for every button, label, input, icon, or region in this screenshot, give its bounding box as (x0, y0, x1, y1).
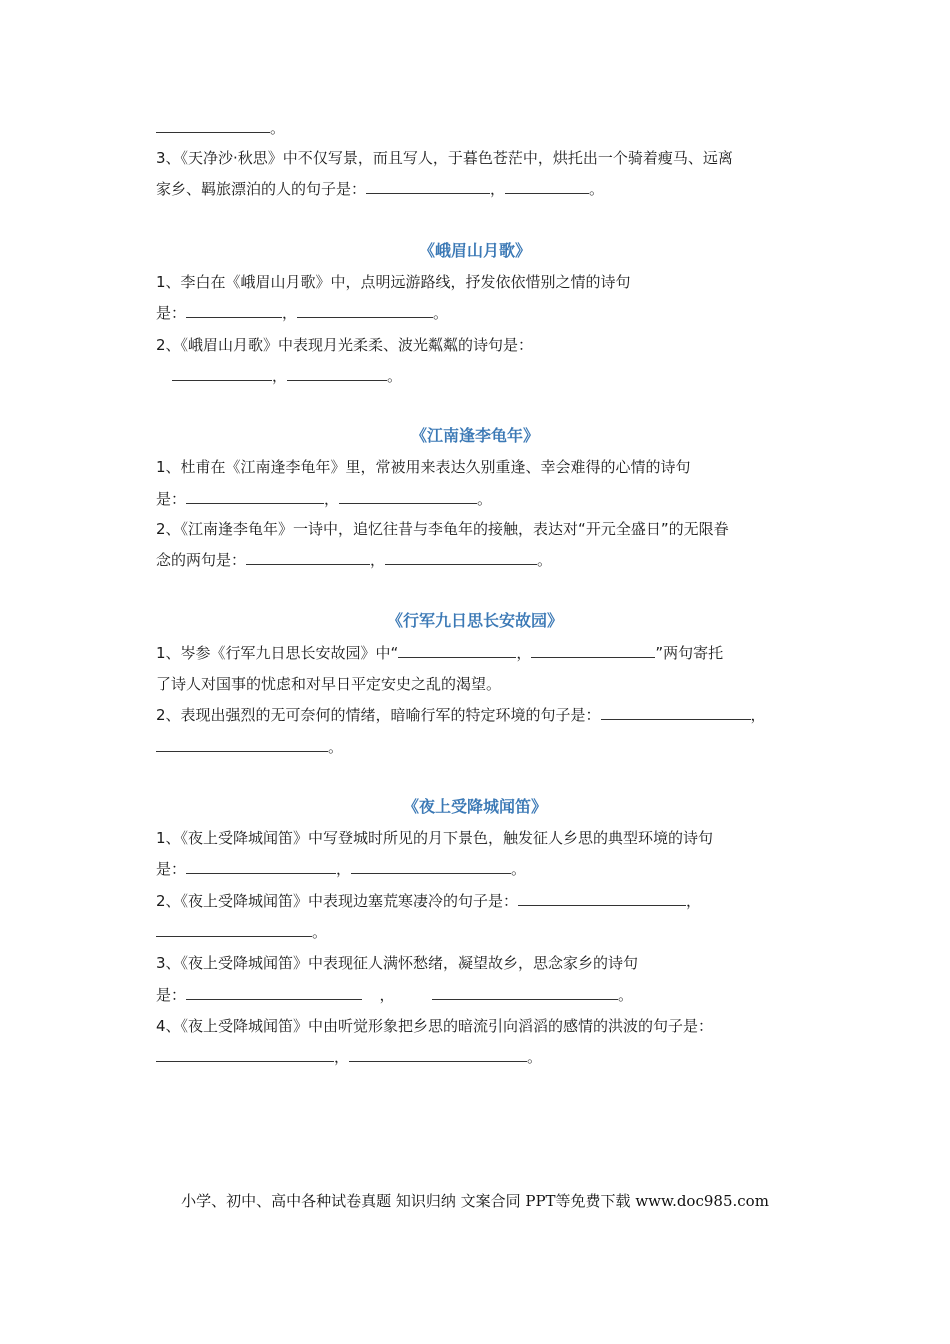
question-text: 了诗人对国事的忧虑和对早日平定安史之乱的渴望。 (156, 675, 502, 693)
answer-blank[interactable] (385, 550, 537, 565)
section-title-jiangnan: 《江南逢李龟年》 (410, 426, 539, 445)
answer-blank[interactable] (156, 118, 270, 133)
question-text: 1、李白在《峨眉山月歌》中，点明远游路线，抒发依依惜别之情的诗句 (156, 273, 631, 291)
answer-blank[interactable] (518, 891, 686, 906)
answer-blank[interactable] (351, 859, 511, 874)
question-text: 2、表现出强烈的无可奈何的情绪，暗喻行军的特定环境的句子是： ， (156, 706, 766, 724)
answer-blank[interactable] (339, 489, 477, 504)
section-title-xingjun: 《行军九日思长安故园》 (386, 611, 563, 630)
answer-blank[interactable] (246, 550, 370, 565)
question-text: 2、《夜上受降城闻笛》中表现边塞荒寒凄冷的句子是： ， (156, 892, 702, 910)
question-text: 是： ， 。 (156, 860, 527, 878)
section-title-yeshang: 《夜上受降城闻笛》 (402, 797, 547, 816)
answer-blank[interactable] (156, 1047, 334, 1062)
answer-line: 。 (156, 737, 343, 757)
answer-blank[interactable] (186, 303, 282, 318)
answer-blank[interactable] (172, 366, 272, 381)
period: 。 (270, 119, 286, 137)
answer-blank[interactable] (349, 1047, 527, 1062)
question-text: 3、《天净沙·秋思》中不仅写景，而且写人，于暮色苍茫中，烘托出一个骑着瘦马、远离 (156, 149, 733, 167)
answer-blank[interactable] (366, 179, 490, 194)
answer-line: ， 。 (172, 366, 402, 386)
answer-blank[interactable] (432, 985, 618, 1000)
answer-blank[interactable] (156, 922, 312, 937)
page-footer: 小学、初中、高中各种试卷真题 知识归纳 文案合同 PPT等免费下载 www.doc985.com (181, 1192, 769, 1210)
question-text: 1、《夜上受降城闻笛》中写登城时所见的月下景色，触发征人乡思的典型环境的诗句 (156, 829, 714, 847)
question-text: 1、岑参《行军九日思长安故园》中“ ， ”两句寄托 (156, 644, 724, 662)
question-text: 3、《夜上受降城闻笛》中表现征人满怀愁绪，凝望故乡，思念家乡的诗句 (156, 954, 639, 972)
answer-line: ， 。 (156, 1047, 542, 1067)
question-text: 是： ， 。 (156, 986, 634, 1004)
section-title-emeishan: 《峨眉山月歌》 (418, 241, 531, 260)
answer-blank[interactable] (186, 489, 324, 504)
question-text: 2、《江南逢李龟年》一诗中，追忆往昔与李龟年的接触，表达对“开元全盛日”的无限眷 (156, 520, 729, 538)
answer-blank[interactable] (287, 366, 387, 381)
question-text: 1、杜甫在《江南逢李龟年》里，常被用来表达久别重逢、幸会难得的心情的诗句 (156, 458, 691, 476)
question-text: 是： ， 。 (156, 304, 449, 322)
answer-blank[interactable] (398, 643, 516, 658)
answer-blank[interactable] (531, 643, 655, 658)
answer-line (156, 118, 285, 138)
question-text: 念的两句是： ， 。 (156, 551, 553, 569)
answer-line: 。 (156, 922, 327, 942)
answer-blank[interactable] (186, 985, 362, 1000)
question-text: 4、《夜上受降城闻笛》中由听觉形象把乡思的暗流引向滔滔的感情的洪波的句子是： (156, 1017, 714, 1035)
question-text: 2、《峨眉山月歌》中表现月光柔柔、波光粼粼的诗句是： (156, 336, 534, 354)
question-text: 是： ， 。 (156, 490, 493, 508)
answer-blank[interactable] (505, 179, 589, 194)
answer-blank[interactable] (297, 303, 433, 318)
answer-blank[interactable] (186, 859, 336, 874)
answer-blank[interactable] (156, 737, 328, 752)
answer-blank[interactable] (601, 705, 751, 720)
question-text: 家乡、羁旅漂泊的人的句子是： ， 。 (156, 180, 605, 198)
